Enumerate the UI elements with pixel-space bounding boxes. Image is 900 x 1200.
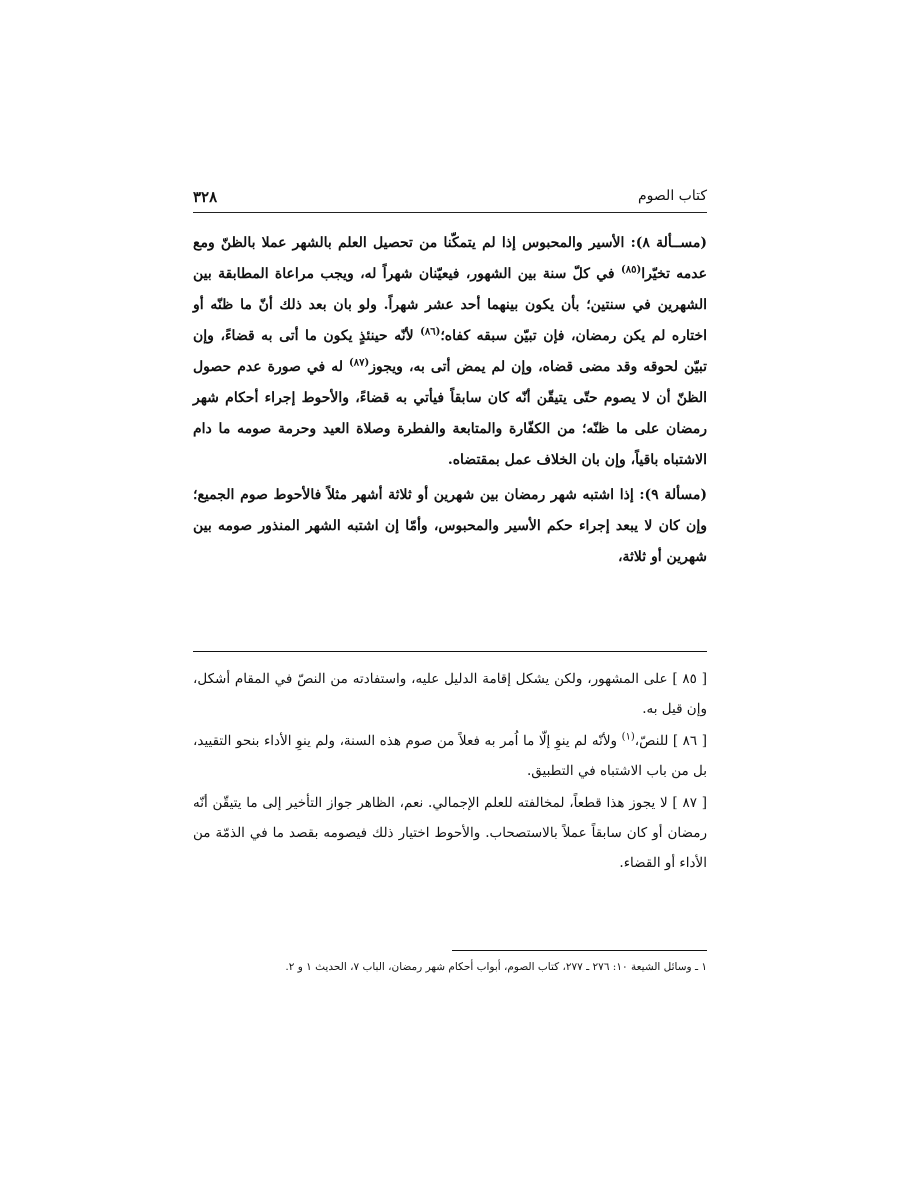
ref-87: (٨٧) [349, 357, 370, 369]
note-86 [193, 726, 707, 786]
note-87-text: لا يجوز هذا قطعاً، لمخالفته للعلم الإجمالي. نعم، الظاهر جواز التأخير إلى ما يتيقّن أنّه رمضان أو كان سابقاً عملاً بالاستصحاب. والأحوط اختيار ذلك فيصومه بقصد ما في الذمّة من الأداء أو القضاء. [193, 795, 707, 871]
note-85-text: على المشهور، ولكن يشكل إقامة الدليل عليه، واستفادته من النصّ في المقام أشكل، وإن قيل به. [193, 671, 707, 717]
commentary-notes [193, 664, 707, 880]
issue-8-text-b: في كلّ سنة بين الشهور، فيعيّنان شهراً له، ويجب مراعاة المطابقة بين الشهرين في سنتين؛ بأن يكون بينهما أحد عشر شهراً. ولو بان بعد ذلك أنّ ما ظنّه أو اختاره لم يكن رمضان، فإن تبيّن سبقه كفاه؛ [193, 266, 707, 344]
reference-divider [452, 950, 707, 951]
issue-8-paragraph [193, 228, 707, 476]
issue-9-text: : إذا اشتبه شهر رمضان بين شهرين أو ثلاثة أشهر مثلاً فالأحوط صوم الجميع؛ وإن كان لا يبعد إجراء حكم الأسير والمحبوس، وأمّا إن اشتبه الشهر المنذور صومه بين شهرين أو ثلاثة، [193, 487, 707, 565]
issue-8-text-d: له في صورة عدم حصول الظنّ أن لا يصوم حتّى يتيقّن أنّه كان سابقاً فيأتي به قضاءً، والأحوط إجراء أحكام شهر رمضان على ما ظنّه؛ من الكفّارة والمتابعة والفطرة وصلاة العيد وحرمة صومه ما دام الاشتباه باقياً، وإن بان الخلاف عمل بمقتضاه. [193, 359, 707, 468]
header-rule [193, 212, 707, 213]
notes-divider [193, 651, 707, 652]
issue-8-text-a: : الأسير والمحبوس إذا لم يتمكّنا من تحصيل العلم بالشهر عملا بالظنّ ومع عدمه تخيّرا [193, 235, 707, 282]
ref-85: (٨٥) [620, 264, 642, 276]
note-86-text-a: للنصّ، [634, 733, 673, 749]
issue-8-text-c: لأنّه حينئذٍ يكون ما أتى به قضاءً، وإن تبيّن لحوقه وقد مضى قضاه، وإن لم يمض أتى به، ويجوز [193, 328, 707, 375]
source-reference: ١ ـ وسائل الشيعة ١٠: ٢٧٦ ـ ٢٧٧، كتاب الصوم، أبواب أحكام شهر رمضان، الباب ٧، الحديث ١ و ٢. [285, 961, 707, 973]
note-85 [193, 664, 707, 724]
note-87-marker: [ ٨٧ ] [672, 795, 707, 811]
note-86-ref: (١) [621, 731, 635, 743]
page-header [193, 184, 707, 208]
note-86-marker: [ ٨٦ ] [672, 733, 707, 749]
ref-86: (٨٦) [420, 326, 441, 338]
running-header [193, 184, 707, 208]
note-87 [193, 788, 707, 878]
main-text [193, 228, 707, 577]
issue-9-label: (مسألة ٩) [644, 487, 707, 503]
issue-8-label: (مســألة ٨) [635, 235, 708, 251]
note-86-text-b: ولأنّه لم ينوِ إلّا ما اُمر به فعلاً من صوم هذه السنة، ولم ينوِ الأداء بنحو التقييد، بل من باب الاشتباه في التطبيق. [193, 733, 707, 779]
issue-9-paragraph [193, 480, 707, 573]
note-85-marker: [ ٨٥ ] [672, 671, 707, 687]
page-number: ٣٢٨ [193, 188, 218, 206]
header-title: كتاب الصوم [638, 188, 707, 204]
